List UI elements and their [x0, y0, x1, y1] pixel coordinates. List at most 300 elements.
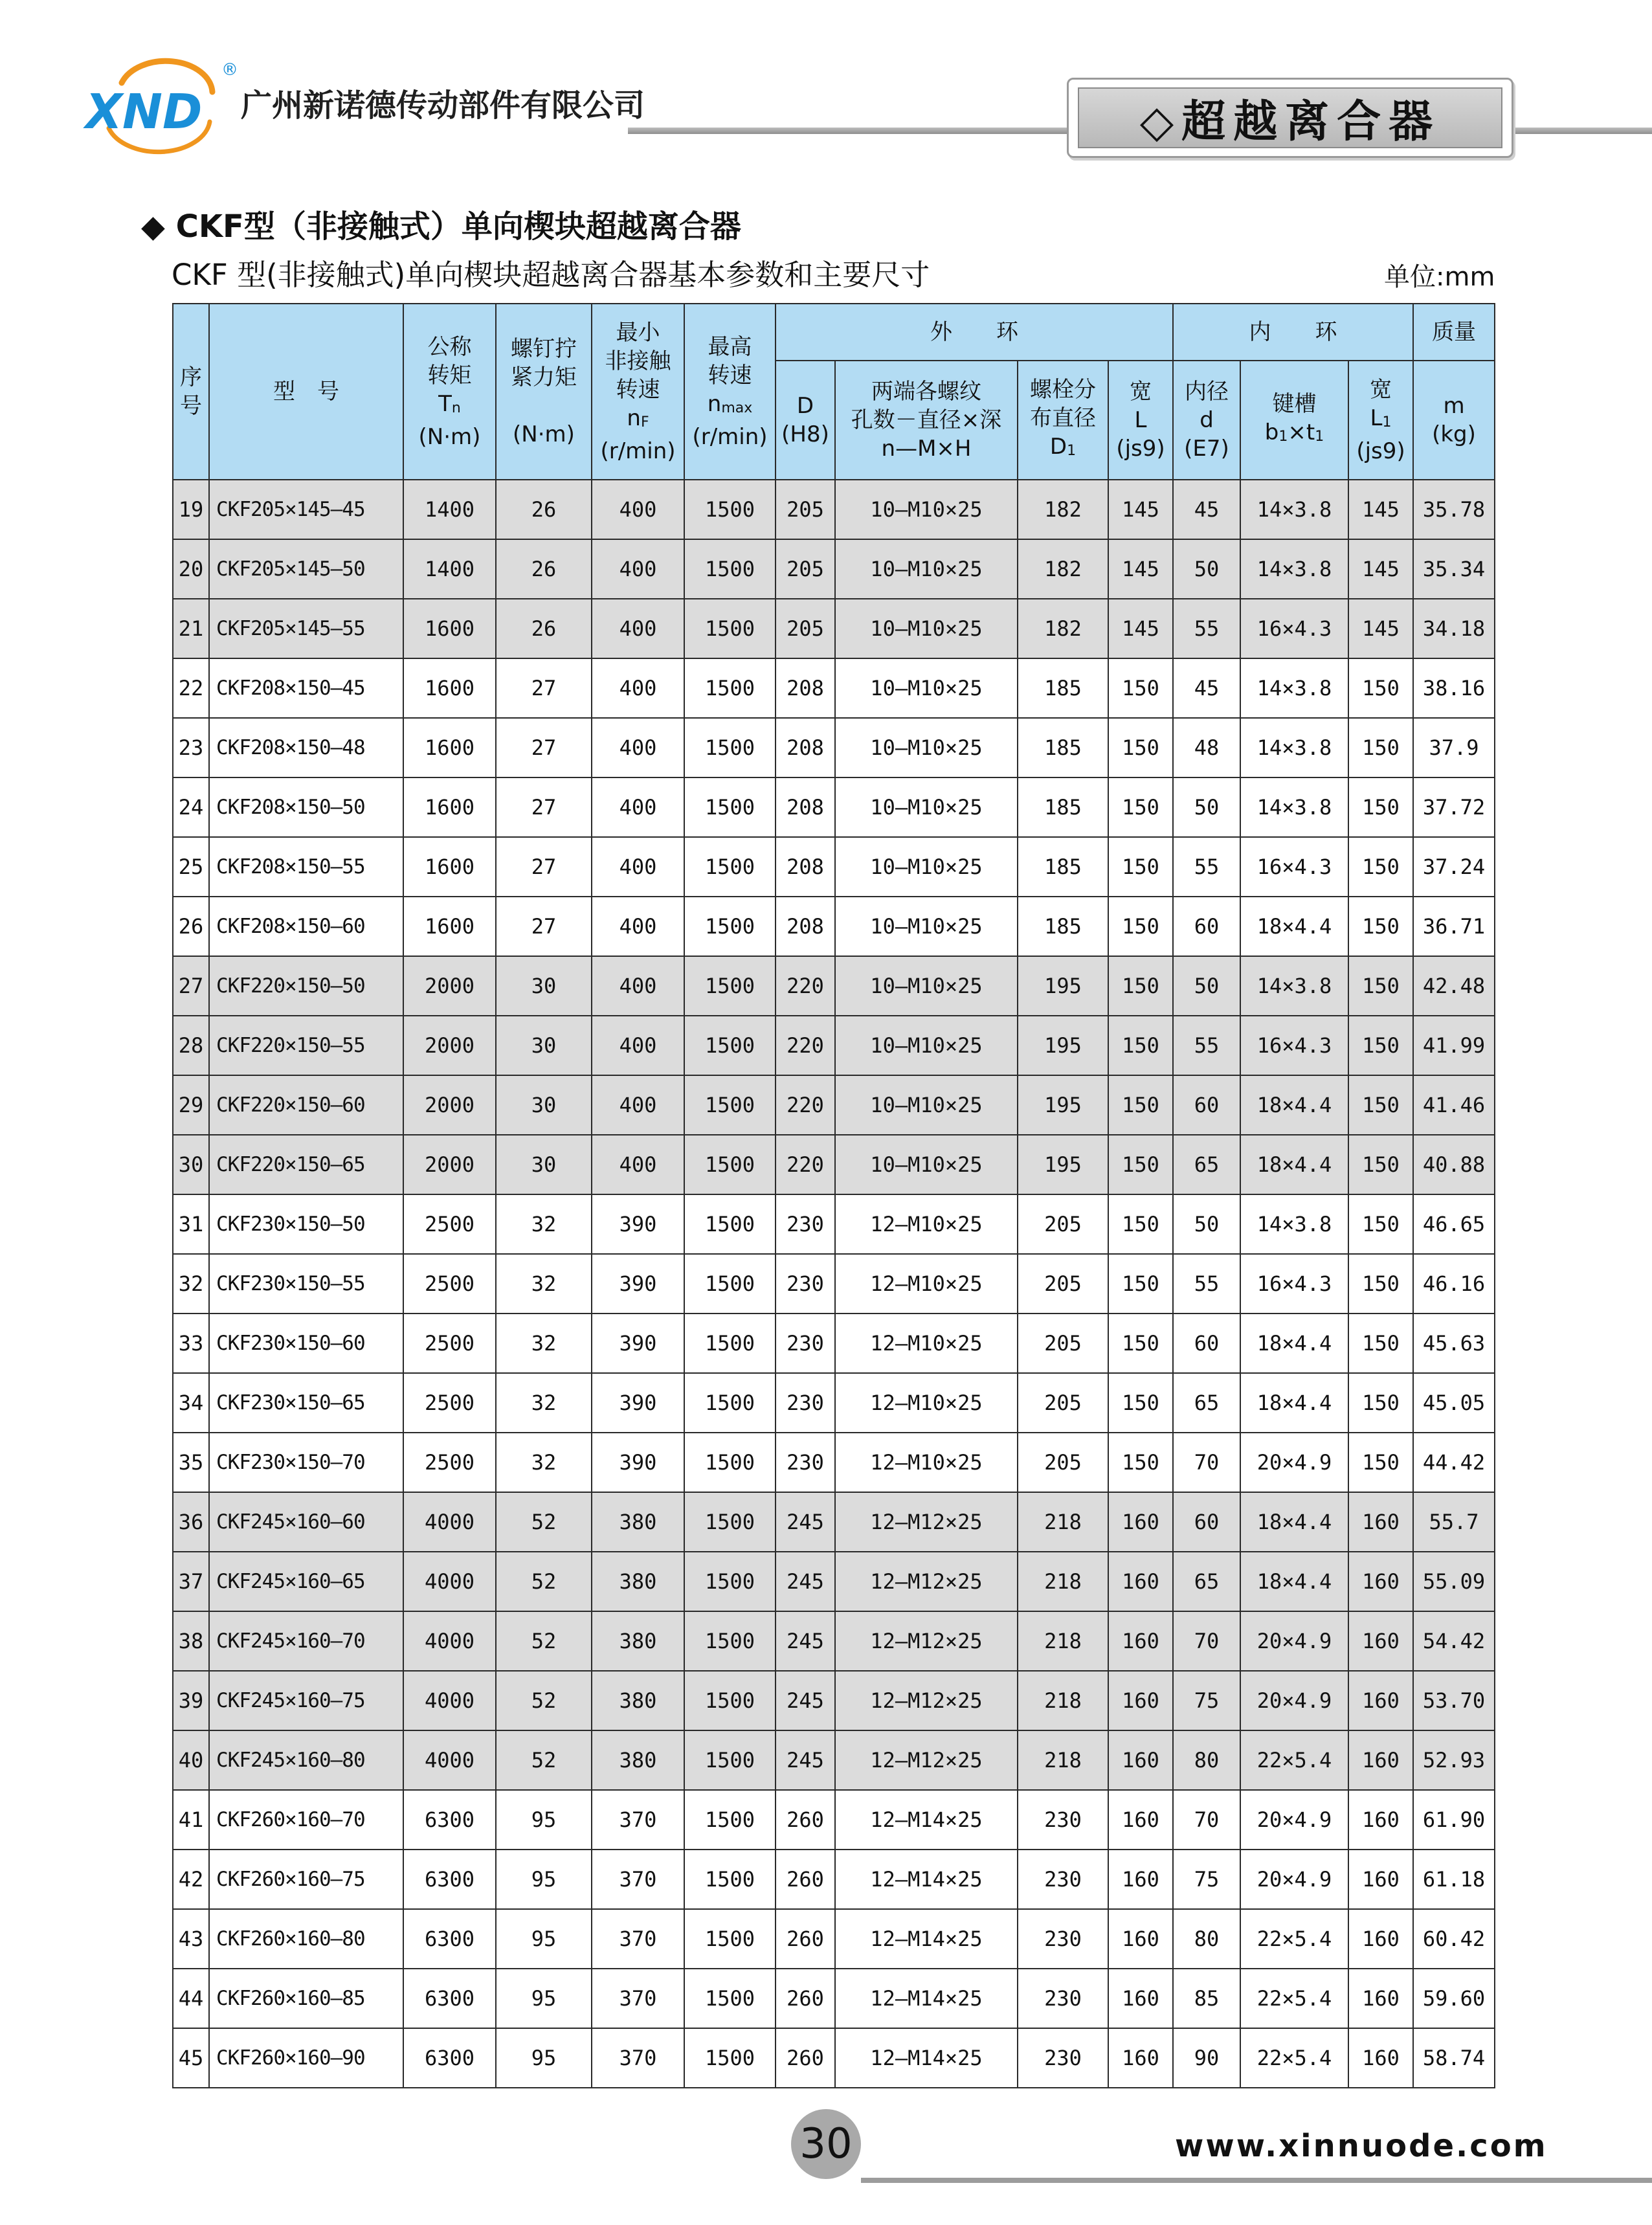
- cell-model: CKF230×150—70: [209, 1433, 403, 1492]
- cell-min-speed: 370: [592, 2028, 684, 2088]
- website-url: www.xinnuode.com: [1175, 2128, 1548, 2164]
- cell-min-speed: 400: [592, 480, 684, 539]
- cell-no: 30: [173, 1135, 209, 1194]
- cell-no: 29: [173, 1075, 209, 1135]
- cell-keyway: 18×4.4: [1240, 1135, 1348, 1194]
- cell-L1: 150: [1348, 1135, 1413, 1194]
- cell-thread: 10—M10×25: [835, 1016, 1018, 1075]
- cell-model: CKF220×150—65: [209, 1135, 403, 1194]
- cell-screw-torque: 30: [496, 1135, 592, 1194]
- cell-d: 70: [1173, 1611, 1240, 1671]
- cell-d: 75: [1173, 1850, 1240, 1909]
- cell-max-speed: 1500: [684, 1016, 776, 1075]
- cell-torque: 6300: [403, 2028, 496, 2088]
- cell-torque: 1600: [403, 658, 496, 718]
- cell-max-speed: 1500: [684, 539, 776, 599]
- cell-L: 150: [1108, 1135, 1173, 1194]
- col-header-min-speed: 最小 非接触 转速 nF (r/min): [592, 304, 684, 480]
- cell-no: 33: [173, 1314, 209, 1373]
- table-row: [173, 1492, 1495, 1552]
- cell-L: 150: [1108, 1373, 1173, 1433]
- cell-thread: 12—M10×25: [835, 1373, 1018, 1433]
- cell-d: 65: [1173, 1135, 1240, 1194]
- footer-rule: [861, 2178, 1652, 2183]
- cell-torque: 4000: [403, 1671, 496, 1730]
- cell-torque: 2000: [403, 1135, 496, 1194]
- cell-no: 31: [173, 1194, 209, 1254]
- cell-screw-torque: 27: [496, 777, 592, 837]
- cell-L: 160: [1108, 1730, 1173, 1790]
- cell-screw-torque: 26: [496, 539, 592, 599]
- cell-D1: 185: [1018, 837, 1108, 897]
- group-header-outer-ring: 外 环: [776, 304, 1173, 361]
- cell-keyway: 14×3.8: [1240, 777, 1348, 837]
- cell-no: 23: [173, 718, 209, 777]
- cell-torque: 6300: [403, 1850, 496, 1909]
- cell-max-speed: 1500: [684, 480, 776, 539]
- cell-min-speed: 400: [592, 897, 684, 956]
- cell-D1: 185: [1018, 658, 1108, 718]
- table-row: [173, 956, 1495, 1016]
- cell-D1: 230: [1018, 1909, 1108, 1969]
- cell-D1: 230: [1018, 1969, 1108, 2028]
- cell-thread: 12—M10×25: [835, 1194, 1018, 1254]
- cell-min-speed: 400: [592, 718, 684, 777]
- cell-d: 85: [1173, 1969, 1240, 2028]
- cell-D: 260: [776, 2028, 835, 2088]
- logo-text: XND: [85, 84, 203, 140]
- cell-d: 55: [1173, 599, 1240, 658]
- cell-d: 55: [1173, 1254, 1240, 1314]
- cell-mass: 55.7: [1413, 1492, 1495, 1552]
- cell-max-speed: 1500: [684, 1135, 776, 1194]
- cell-keyway: 22×5.4: [1240, 1969, 1348, 2028]
- cell-L1: 160: [1348, 1611, 1413, 1671]
- cell-screw-torque: 95: [496, 1850, 592, 1909]
- cell-D: 230: [776, 1433, 835, 1492]
- cell-min-speed: 390: [592, 1433, 684, 1492]
- cell-D: 220: [776, 1075, 835, 1135]
- table-row: [173, 1075, 1495, 1135]
- cell-D: 220: [776, 1135, 835, 1194]
- cell-D: 230: [776, 1194, 835, 1254]
- cell-model: CKF230×150—65: [209, 1373, 403, 1433]
- cell-torque: 1600: [403, 897, 496, 956]
- cell-L: 145: [1108, 539, 1173, 599]
- cell-D1: 218: [1018, 1611, 1108, 1671]
- cell-L1: 150: [1348, 1194, 1413, 1254]
- cell-D1: 195: [1018, 1135, 1108, 1194]
- cell-keyway: 14×3.8: [1240, 539, 1348, 599]
- table-row: [173, 1373, 1495, 1433]
- cell-L: 160: [1108, 1969, 1173, 2028]
- cell-max-speed: 1500: [684, 1790, 776, 1850]
- cell-screw-torque: 32: [496, 1254, 592, 1314]
- cell-thread: 10—M10×25: [835, 1135, 1018, 1194]
- cell-L1: 145: [1348, 599, 1413, 658]
- table-row: [173, 658, 1495, 718]
- table-row: [173, 1135, 1495, 1194]
- cell-min-speed: 400: [592, 599, 684, 658]
- cell-mass: 46.65: [1413, 1194, 1495, 1254]
- cell-model: CKF260×160—90: [209, 2028, 403, 2088]
- cell-keyway: 18×4.4: [1240, 1314, 1348, 1373]
- cell-torque: 1400: [403, 480, 496, 539]
- cell-thread: 12—M14×25: [835, 1969, 1018, 2028]
- table-row: [173, 2028, 1495, 2088]
- cell-screw-torque: 32: [496, 1314, 592, 1373]
- cell-torque: 1600: [403, 777, 496, 837]
- cell-D1: 230: [1018, 2028, 1108, 2088]
- cell-L: 160: [1108, 1850, 1173, 1909]
- cell-D1: 205: [1018, 1433, 1108, 1492]
- cell-mass: 61.18: [1413, 1850, 1495, 1909]
- cell-model: CKF208×150—48: [209, 718, 403, 777]
- col-header-mass: m (kg): [1413, 361, 1495, 480]
- cell-d: 50: [1173, 539, 1240, 599]
- cell-L: 145: [1108, 599, 1173, 658]
- cell-max-speed: 1500: [684, 956, 776, 1016]
- cell-mass: 41.99: [1413, 1016, 1495, 1075]
- cell-model: CKF230×150—60: [209, 1314, 403, 1373]
- cell-L: 145: [1108, 480, 1173, 539]
- cell-model: CKF205×145—55: [209, 599, 403, 658]
- cell-d: 45: [1173, 658, 1240, 718]
- cell-min-speed: 400: [592, 658, 684, 718]
- cell-model: CKF220×150—60: [209, 1075, 403, 1135]
- cell-model: CKF245×160—60: [209, 1492, 403, 1552]
- table-row: [173, 777, 1495, 837]
- cell-d: 65: [1173, 1552, 1240, 1611]
- cell-L1: 150: [1348, 1314, 1413, 1373]
- cell-mass: 36.71: [1413, 897, 1495, 956]
- cell-L: 160: [1108, 1671, 1173, 1730]
- cell-L1: 150: [1348, 1373, 1413, 1433]
- cell-D: 245: [776, 1671, 835, 1730]
- cell-min-speed: 380: [592, 1611, 684, 1671]
- cell-D: 230: [776, 1254, 835, 1314]
- cell-screw-torque: 27: [496, 658, 592, 718]
- cell-keyway: 22×5.4: [1240, 2028, 1348, 2088]
- cell-max-speed: 1500: [684, 897, 776, 956]
- cell-no: 42: [173, 1850, 209, 1909]
- cell-model: CKF205×145—45: [209, 480, 403, 539]
- cell-mass: 37.24: [1413, 837, 1495, 897]
- table-row: [173, 1194, 1495, 1254]
- cell-D: 208: [776, 837, 835, 897]
- cell-d: 60: [1173, 1075, 1240, 1135]
- table-row: [173, 480, 1495, 539]
- cell-D1: 182: [1018, 539, 1108, 599]
- cell-L1: 150: [1348, 956, 1413, 1016]
- cell-L1: 160: [1348, 2028, 1413, 2088]
- cell-mass: 55.09: [1413, 1552, 1495, 1611]
- cell-max-speed: 1500: [684, 718, 776, 777]
- cell-model: CKF208×150—55: [209, 837, 403, 897]
- cell-keyway: 14×3.8: [1240, 1194, 1348, 1254]
- cell-model: CKF230×150—55: [209, 1254, 403, 1314]
- cell-max-speed: 1500: [684, 1314, 776, 1373]
- cell-D: 208: [776, 897, 835, 956]
- cell-L1: 160: [1348, 1492, 1413, 1552]
- cell-max-speed: 1500: [684, 1254, 776, 1314]
- cell-model: CKF245×160—75: [209, 1671, 403, 1730]
- col-header-D1: 螺栓分 布直径 D1: [1018, 361, 1108, 480]
- cell-torque: 1600: [403, 718, 496, 777]
- col-header-thread: 两端各螺纹 孔数－直径×深 n—M×H: [835, 361, 1018, 480]
- cell-L: 160: [1108, 2028, 1173, 2088]
- cell-torque: 1600: [403, 837, 496, 897]
- cell-no: 25: [173, 837, 209, 897]
- cell-L: 160: [1108, 1552, 1173, 1611]
- col-header-no: 序号: [173, 304, 209, 480]
- cell-thread: 10—M10×25: [835, 658, 1018, 718]
- cell-model: CKF230×150—50: [209, 1194, 403, 1254]
- cell-torque: 4000: [403, 1552, 496, 1611]
- cell-d: 48: [1173, 718, 1240, 777]
- cell-min-speed: 400: [592, 1075, 684, 1135]
- category-badge: [1067, 78, 1513, 158]
- cell-L: 150: [1108, 897, 1173, 956]
- table-row: [173, 1016, 1495, 1075]
- cell-mass: 59.60: [1413, 1969, 1495, 2028]
- cell-screw-torque: 95: [496, 1969, 592, 2028]
- cell-D1: 185: [1018, 777, 1108, 837]
- cell-no: 32: [173, 1254, 209, 1314]
- cell-no: 39: [173, 1671, 209, 1730]
- cell-torque: 1600: [403, 599, 496, 658]
- cell-model: CKF260×160—75: [209, 1850, 403, 1909]
- cell-thread: 10—M10×25: [835, 539, 1018, 599]
- cell-D1: 185: [1018, 897, 1108, 956]
- cell-L: 150: [1108, 718, 1173, 777]
- cell-screw-torque: 27: [496, 837, 592, 897]
- page-number: 30: [791, 2109, 861, 2179]
- cell-max-speed: 1500: [684, 1909, 776, 1969]
- cell-L1: 160: [1348, 1909, 1413, 1969]
- col-header-mass-title: 质量: [1413, 304, 1495, 361]
- cell-torque: 1400: [403, 539, 496, 599]
- cell-thread: 10—M10×25: [835, 897, 1018, 956]
- cell-min-speed: 400: [592, 1016, 684, 1075]
- cell-L1: 150: [1348, 897, 1413, 956]
- cell-D1: 205: [1018, 1194, 1108, 1254]
- xnd-logo-icon: [83, 52, 238, 155]
- table-row: [173, 1254, 1495, 1314]
- cell-keyway: 20×4.9: [1240, 1790, 1348, 1850]
- cell-min-speed: 380: [592, 1671, 684, 1730]
- cell-thread: 12—M10×25: [835, 1254, 1018, 1314]
- cell-mass: 40.88: [1413, 1135, 1495, 1194]
- cell-no: 43: [173, 1909, 209, 1969]
- cell-model: CKF208×150—45: [209, 658, 403, 718]
- cell-L1: 160: [1348, 1730, 1413, 1790]
- cell-max-speed: 1500: [684, 1373, 776, 1433]
- cell-keyway: 20×4.9: [1240, 1611, 1348, 1671]
- cell-thread: 12—M12×25: [835, 1492, 1018, 1552]
- cell-min-speed: 400: [592, 777, 684, 837]
- table-row: [173, 837, 1495, 897]
- cell-thread: 12—M12×25: [835, 1671, 1018, 1730]
- cell-D: 245: [776, 1611, 835, 1671]
- cell-torque: 4000: [403, 1611, 496, 1671]
- cell-D1: 182: [1018, 480, 1108, 539]
- table-row: [173, 1611, 1495, 1671]
- cell-screw-torque: 30: [496, 1016, 592, 1075]
- cell-D1: 218: [1018, 1671, 1108, 1730]
- cell-thread: 12—M14×25: [835, 2028, 1018, 2088]
- cell-no: 40: [173, 1730, 209, 1790]
- cell-L: 150: [1108, 1433, 1173, 1492]
- cell-no: 37: [173, 1552, 209, 1611]
- cell-no: 24: [173, 777, 209, 837]
- cell-L: 160: [1108, 1611, 1173, 1671]
- category-label: ◇超越离合器: [1078, 87, 1502, 148]
- col-header-max-speed: 最高 转速 nmax (r/min): [684, 304, 776, 480]
- cell-D1: 218: [1018, 1492, 1108, 1552]
- cell-min-speed: 380: [592, 1552, 684, 1611]
- cell-keyway: 16×4.3: [1240, 1016, 1348, 1075]
- cell-mass: 35.34: [1413, 539, 1495, 599]
- cell-L: 150: [1108, 777, 1173, 837]
- cell-screw-torque: 30: [496, 956, 592, 1016]
- cell-torque: 4000: [403, 1492, 496, 1552]
- cell-no: 35: [173, 1433, 209, 1492]
- cell-D: 205: [776, 480, 835, 539]
- cell-L: 150: [1108, 1075, 1173, 1135]
- table-row: [173, 1969, 1495, 2028]
- cell-max-speed: 1500: [684, 1969, 776, 2028]
- col-header-keyway: 键槽 b1×t1: [1240, 361, 1348, 480]
- cell-thread: 10—M10×25: [835, 777, 1018, 837]
- cell-keyway: 20×4.9: [1240, 1850, 1348, 1909]
- cell-D: 260: [776, 1969, 835, 2028]
- cell-min-speed: 390: [592, 1254, 684, 1314]
- cell-D: 260: [776, 1909, 835, 1969]
- cell-keyway: 18×4.4: [1240, 1373, 1348, 1433]
- cell-keyway: 14×3.8: [1240, 956, 1348, 1016]
- cell-d: 70: [1173, 1790, 1240, 1850]
- company-name: 广州新诺德传动部件有限公司: [241, 87, 645, 124]
- cell-mass: 41.46: [1413, 1075, 1495, 1135]
- cell-keyway: 18×4.4: [1240, 1552, 1348, 1611]
- cell-screw-torque: 52: [496, 1671, 592, 1730]
- cell-keyway: 22×5.4: [1240, 1730, 1348, 1790]
- cell-torque: 2000: [403, 956, 496, 1016]
- cell-D1: 205: [1018, 1254, 1108, 1314]
- cell-d: 55: [1173, 837, 1240, 897]
- cell-D1: 205: [1018, 1373, 1108, 1433]
- cell-max-speed: 1500: [684, 1611, 776, 1671]
- cell-no: 41: [173, 1790, 209, 1850]
- cell-D: 245: [776, 1730, 835, 1790]
- col-header-screw-torque: 螺钉拧 紧力矩 (N·m): [496, 304, 592, 480]
- col-header-L1: 宽 L1 (js9): [1348, 361, 1413, 480]
- cell-screw-torque: 95: [496, 2028, 592, 2088]
- cell-L1: 160: [1348, 1969, 1413, 2028]
- cell-keyway: 16×4.3: [1240, 837, 1348, 897]
- cell-screw-torque: 26: [496, 480, 592, 539]
- cell-keyway: 20×4.9: [1240, 1433, 1348, 1492]
- cell-torque: 2500: [403, 1433, 496, 1492]
- cell-min-speed: 380: [592, 1730, 684, 1790]
- cell-L: 160: [1108, 1492, 1173, 1552]
- cell-L: 150: [1108, 1016, 1173, 1075]
- cell-keyway: 14×3.8: [1240, 718, 1348, 777]
- cell-keyway: 14×3.8: [1240, 480, 1348, 539]
- cell-min-speed: 400: [592, 1135, 684, 1194]
- cell-screw-torque: 32: [496, 1433, 592, 1492]
- cell-thread: 10—M10×25: [835, 1075, 1018, 1135]
- cell-min-speed: 380: [592, 1492, 684, 1552]
- cell-max-speed: 1500: [684, 1552, 776, 1611]
- cell-no: 44: [173, 1969, 209, 2028]
- cell-min-speed: 400: [592, 837, 684, 897]
- cell-thread: 12—M14×25: [835, 1790, 1018, 1850]
- cell-D: 230: [776, 1373, 835, 1433]
- table-row: [173, 599, 1495, 658]
- cell-no: 20: [173, 539, 209, 599]
- cell-L1: 150: [1348, 1433, 1413, 1492]
- cell-mass: 34.18: [1413, 599, 1495, 658]
- cell-L1: 150: [1348, 658, 1413, 718]
- cell-L: 150: [1108, 1194, 1173, 1254]
- cell-L: 150: [1108, 956, 1173, 1016]
- cell-model: CKF260×160—80: [209, 1909, 403, 1969]
- cell-L1: 150: [1348, 1254, 1413, 1314]
- cell-mass: 38.16: [1413, 658, 1495, 718]
- cell-mass: 52.93: [1413, 1730, 1495, 1790]
- cell-d: 60: [1173, 897, 1240, 956]
- cell-L1: 150: [1348, 777, 1413, 837]
- cell-min-speed: 370: [592, 1790, 684, 1850]
- cell-mass: 35.78: [1413, 480, 1495, 539]
- cell-d: 50: [1173, 956, 1240, 1016]
- cell-d: 80: [1173, 1909, 1240, 1969]
- cell-screw-torque: 32: [496, 1373, 592, 1433]
- cell-thread: 12—M14×25: [835, 1850, 1018, 1909]
- cell-no: 45: [173, 2028, 209, 2088]
- section-title: ◆ CKF型（非接触式）单向楔块超越离合器: [141, 208, 741, 245]
- cell-thread: 12—M10×25: [835, 1314, 1018, 1373]
- cell-L1: 160: [1348, 1552, 1413, 1611]
- cell-model: CKF245×160—65: [209, 1552, 403, 1611]
- table-row: [173, 1850, 1495, 1909]
- cell-torque: 6300: [403, 1969, 496, 2028]
- cell-no: 36: [173, 1492, 209, 1552]
- cell-model: CKF208×150—50: [209, 777, 403, 837]
- cell-torque: 2500: [403, 1373, 496, 1433]
- cell-D: 245: [776, 1552, 835, 1611]
- cell-D: 220: [776, 956, 835, 1016]
- cell-mass: 44.42: [1413, 1433, 1495, 1492]
- table-row: [173, 718, 1495, 777]
- cell-no: 26: [173, 897, 209, 956]
- table-body: [173, 480, 1495, 2088]
- cell-max-speed: 1500: [684, 1433, 776, 1492]
- cell-torque: 6300: [403, 1790, 496, 1850]
- cell-D1: 230: [1018, 1790, 1108, 1850]
- cell-min-speed: 370: [592, 1850, 684, 1909]
- cell-d: 80: [1173, 1730, 1240, 1790]
- cell-thread: 10—M10×25: [835, 837, 1018, 897]
- cell-screw-torque: 95: [496, 1909, 592, 1969]
- cell-max-speed: 1500: [684, 1075, 776, 1135]
- cell-model: CKF220×150—55: [209, 1016, 403, 1075]
- cell-mass: 54.42: [1413, 1611, 1495, 1671]
- cell-d: 50: [1173, 1194, 1240, 1254]
- cell-max-speed: 1500: [684, 1194, 776, 1254]
